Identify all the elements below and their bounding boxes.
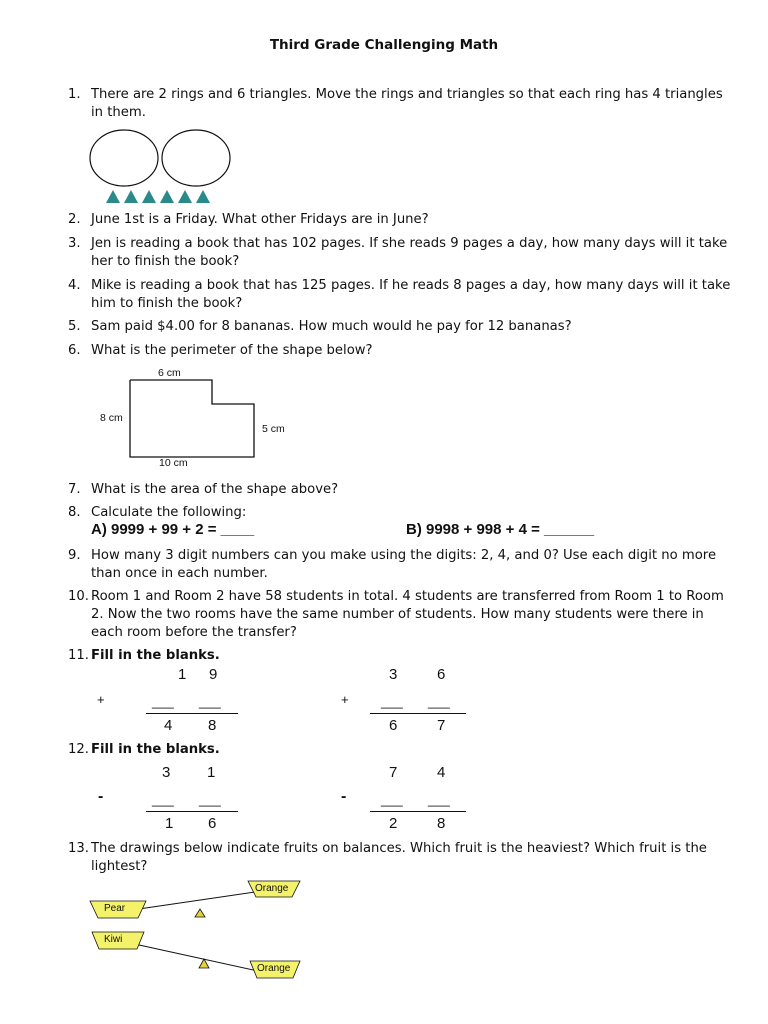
triangle-group [106,190,210,203]
q12-text: Fill in the blanks. [91,742,220,757]
balance-1-fulcrum [195,909,205,917]
q6-text: What is the perimeter of the shape below? [91,343,373,358]
triangle-6 [196,190,210,203]
triangle-5 [178,190,192,203]
q12-right-top-1: 7 [389,764,398,781]
q5-number: 5. [68,319,81,334]
balance-2-beam [130,943,258,971]
q12-left-bottom-2: 6 [208,815,217,832]
q9-text: How many 3 digit numbers can you make using the digits: 2, 4, and 0? Use each digit no more than once in each number. [91,548,717,581]
q5-text: Sam paid $4.00 for 8 bananas. How much would he pay for 12 bananas? [91,319,572,334]
q12-right-blank-2[interactable]: ___ [428,792,450,807]
shape-left-label: 8 cm [100,412,123,424]
perimeter-shape-figure [96,364,306,474]
triangle-1 [106,190,120,203]
q12-right-diff-line [370,811,466,812]
q12-right-bottom-2: 8 [437,815,446,832]
triangle-3 [142,190,156,203]
rings-triangles-figure [86,128,246,208]
q12-right-top-2: 4 [437,764,446,781]
q11-right-top-1: 3 [389,666,398,683]
q12-left-blank-2[interactable]: ___ [199,792,221,807]
q12-left-top-1: 3 [162,764,171,781]
q3-number: 3. [68,236,81,251]
q11-left-top-2: 9 [209,666,218,683]
l-shape-outline [130,380,254,457]
q11-left-bottom-2: 8 [208,717,217,734]
balance-1-right-label: Orange [255,883,289,894]
q2-number: 2. [68,212,81,227]
q4-text: Mike is reading a book that has 125 pages. If he reads 8 pages a day, how many days will it take him to finish the book? [91,278,731,311]
q12-left-top-2: 1 [207,764,216,781]
shape-top-label: 6 cm [158,367,181,379]
q11-right-operator: + [341,692,349,707]
balance-1-left-label: Pear [104,903,126,914]
q8-number: 8. [68,505,81,520]
q9-number: 9. [68,548,81,563]
q11-left-operator: + [97,692,105,707]
q7-text: What is the area of the shape above? [91,482,339,497]
q12-left-blank-1[interactable]: ___ [152,792,174,807]
q12-right-operator: - [341,788,347,805]
shape-bottom-label: 10 cm [159,457,188,469]
q11-left-top-1: 1 [178,666,187,683]
q1-number: 1. [68,87,81,102]
q1-text: There are 2 rings and 6 triangles. Move the rings and triangles so that each ring has 4 triangles in them. [91,87,723,120]
q11-right-bottom-2: 7 [437,717,446,734]
q2-text: June 1st is a Friday. What other Fridays are in June? [91,212,429,227]
ring-right [162,130,230,186]
q3-text: Jen is reading a book that has 102 pages. If she reads 9 pages a day, how many days will it take her to finish the book? [91,236,728,269]
q11-text: Fill in the blanks. [91,648,220,663]
calc-a: A) 9999 + 99 + 2 = ____ [91,521,255,538]
q11-right-blank-2[interactable]: ___ [428,694,450,709]
q11-left-sum-line [146,713,238,714]
q13-text: The drawings below indicate fruits on balances. Which fruit is the heaviest? Which fruit is the lightest? [91,841,707,874]
q6-number: 6. [68,343,81,358]
q11-number: 11. [68,648,89,663]
ring-left [90,130,158,186]
q13-number: 13. [68,841,89,856]
q11-right-bottom-1: 6 [389,717,398,734]
balance-2-left-label: Kiwi [104,934,123,945]
q11-left-blank-1[interactable]: ___ [152,694,174,709]
balance-2-right-label: Orange [257,963,291,974]
q11-right-blank-1[interactable]: ___ [381,694,403,709]
q10-number: 10. [68,589,89,604]
q11-left-bottom-1: 4 [164,717,173,734]
q4-number: 4. [68,278,81,293]
page-title: Third Grade Challenging Math [269,37,499,53]
q8-text: Calculate the following: [91,505,247,520]
q11-right-top-2: 6 [437,666,446,683]
triangle-2 [124,190,138,203]
q7-number: 7. [68,482,81,497]
q12-right-blank-1[interactable]: ___ [381,792,403,807]
q11-right-sum-line [370,713,466,714]
shape-right-label: 5 cm [262,423,285,435]
balance-1-beam [132,891,262,910]
triangle-4 [160,190,174,203]
q11-left-blank-2[interactable]: ___ [199,694,221,709]
q12-left-diff-line [146,811,238,812]
calc-b: B) 9998 + 998 + 4 = ______ [406,521,595,538]
q10-text: Room 1 and Room 2 have 58 students in total. 4 students are transferred from Room 1 to Room 2. Now the two rooms have the same number of students. How many students were there in each room before the transfer? [91,589,724,640]
q12-number: 12. [68,742,89,757]
q12-right-bottom-1: 2 [389,815,398,832]
q12-left-operator: - [98,788,104,805]
q12-left-bottom-1: 1 [165,815,174,832]
